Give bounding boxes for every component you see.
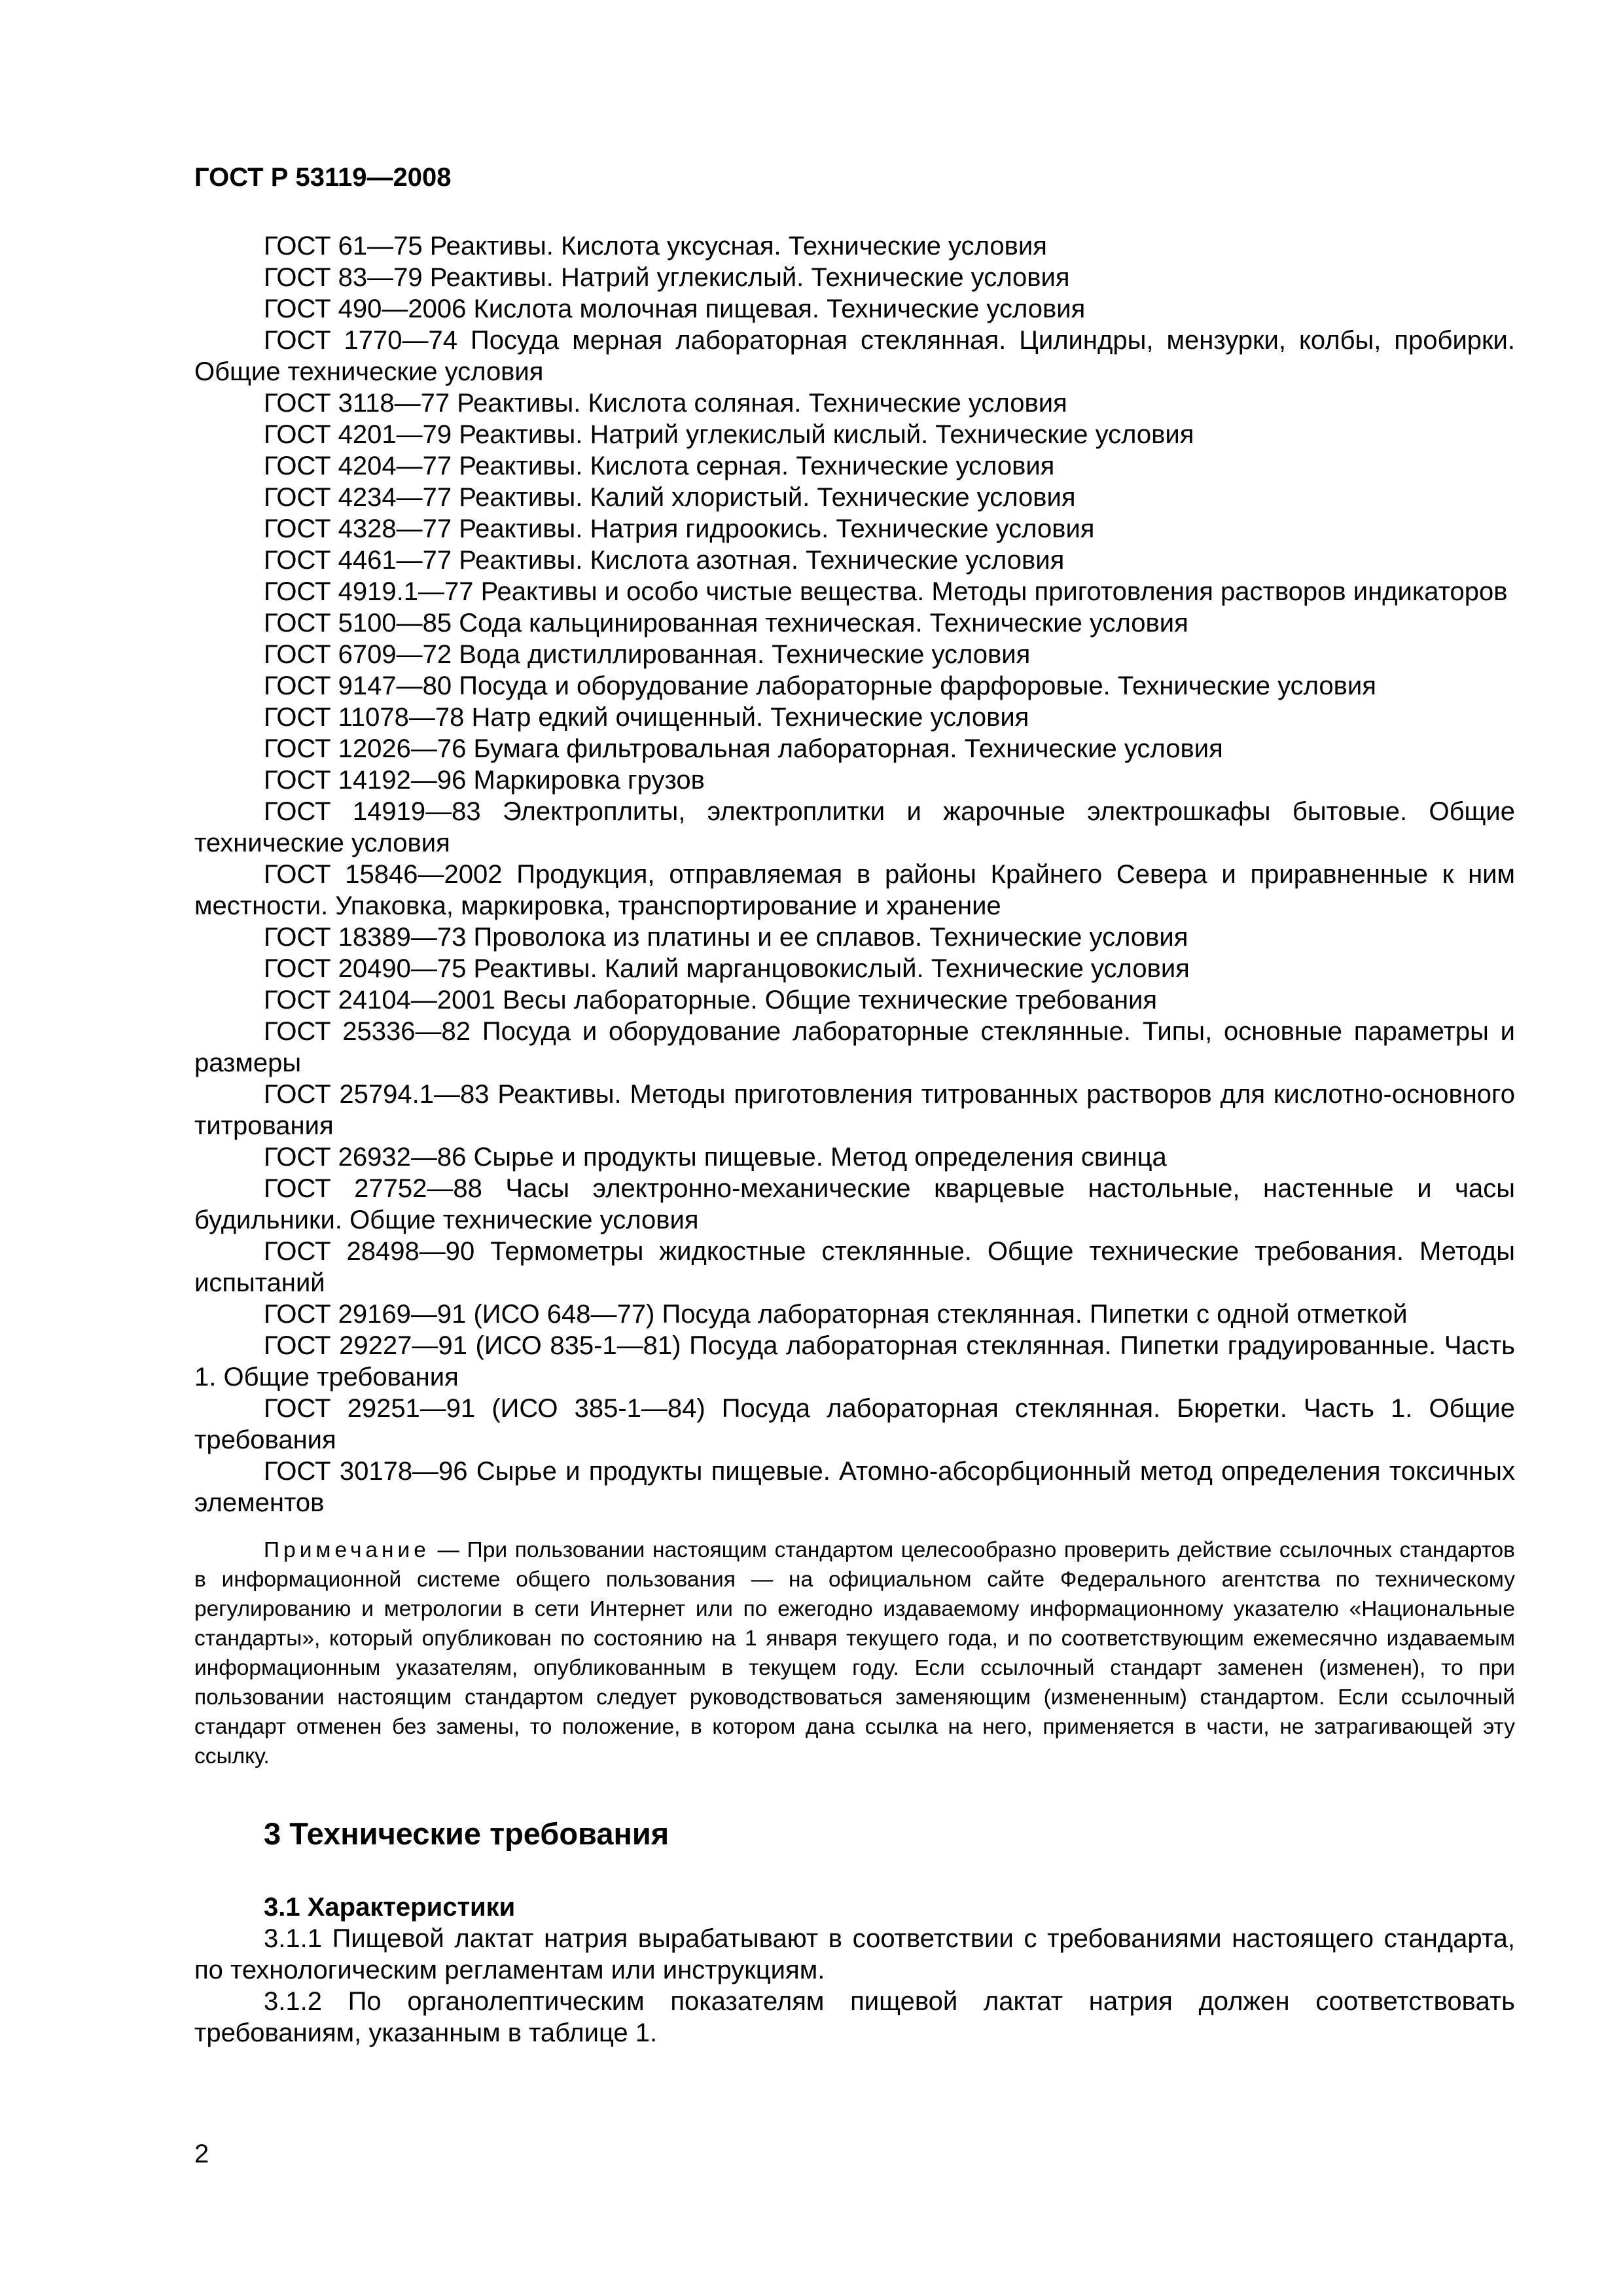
section-3-heading: 3 Технические требования bbox=[264, 1816, 669, 1851]
reference-item: ГОСТ 30178—96 Сырье и продукты пищевые. Атомно-абсорбционный метод определения токсичных элементов bbox=[194, 1457, 1515, 1517]
reference-item: ГОСТ 20490—75 Реактивы. Калий марганцовокислый. Технические условия bbox=[264, 954, 1190, 983]
reference-item: ГОСТ 4919.1—77 Реактивы и особо чистые вещества. Методы приготовления растворов индикаторов bbox=[264, 577, 1508, 606]
reference-item: ГОСТ 9147—80 Посуда и оборудование лабораторные фарфоровые. Технические условия bbox=[264, 672, 1376, 700]
reference-item: ГОСТ 26932—86 Сырье и продукты пищевые. Метод определения свинца bbox=[264, 1143, 1167, 1172]
reference-item: ГОСТ 15846—2002 Продукция, отправляемая в районы Крайнего Севера и приравненные к ним местности. Упаковка, маркировка, транспортирование и хранение bbox=[194, 860, 1515, 920]
reference-item: ГОСТ 5100—85 Сода кальцинированная техническая. Технические условия bbox=[264, 609, 1188, 637]
reference-item: ГОСТ 3118—77 Реактивы. Кислота соляная. Технические условия bbox=[264, 389, 1067, 418]
subsection-3-1-heading: 3.1 Характеристики bbox=[264, 1893, 516, 1922]
reference-item: ГОСТ 29251—91 (ИСО 385-1—84) Посуда лабораторная стеклянная. Бюретки. Часть 1. Общие требования bbox=[194, 1394, 1515, 1454]
note-text: — При пользовании настоящим стандартом целесообразно проверить действие ссылочных стандартов в информационной системе общего пользования — на официальном сайте Федерального агентства по техническому регулированию и метрологии в сети Интернет или по ежегодно издаваемому информационному указателю «Национальные стандарты», который опубликован по состоянию на 1 января текущего года, и по соответствующим ежемесячно издаваемым информационным указателям, опубликованным в текущем году. Если ссылочный стандарт заменен (изменен), то при пользовании настоящим стандартом следует руководствоваться заменяющим (измененным) стандартом. Если ссылочный стандарт отменен без замены, то положение, в котором дана ссылка на него, применяется в части, не затрагивающей эту ссылку. bbox=[194, 1538, 1515, 1768]
normative-references-list bbox=[194, 230, 1515, 1518]
reference-item: ГОСТ 24104—2001 Весы лабораторные. Общие технические требования bbox=[264, 986, 1158, 1014]
reference-item: ГОСТ 14919—83 Электроплиты, электроплитки и жарочные электрошкафы бытовые. Общие технические условия bbox=[194, 797, 1515, 857]
reference-item: ГОСТ 25794.1—83 Реактивы. Методы приготовления титрованных растворов для кислотно-основного титрования bbox=[194, 1080, 1515, 1140]
reference-item: ГОСТ 12026—76 Бумага фильтровальная лабораторная. Технические условия bbox=[264, 734, 1223, 763]
reference-item: ГОСТ 14192—96 Маркировка грузов bbox=[264, 766, 705, 795]
reference-item: ГОСТ 27752—88 Часы электронно-механические кварцевые настольные, настенные и часы будильники. Общие технические условия bbox=[194, 1174, 1515, 1234]
reference-item: ГОСТ 1770—74 Посуда мерная лабораторная стеклянная. Цилиндры, мензурки, колбы, пробирки. Общие технические условия bbox=[194, 326, 1515, 386]
note-label: Примечание bbox=[264, 1538, 430, 1562]
reference-item: ГОСТ 4201—79 Реактивы. Натрий углекислый кислый. Технические условия bbox=[264, 420, 1194, 449]
clause-3-1-2: 3.1.2 По органолептическим показателям пищевой лактат натрия должен соответствовать требованиям, указанным в таблице 1. bbox=[194, 1987, 1515, 2047]
references-note bbox=[194, 1535, 1515, 1771]
document-header: ГОСТ Р 53119—2008 bbox=[194, 163, 452, 192]
reference-item: ГОСТ 18389—73 Проволока из платины и ее сплавов. Технические условия bbox=[264, 923, 1188, 952]
reference-item: ГОСТ 25336—82 Посуда и оборудование лабораторные стеклянные. Типы, основные параметры и размеры bbox=[194, 1017, 1515, 1077]
reference-item: ГОСТ 4204—77 Реактивы. Кислота серная. Технические условия bbox=[264, 452, 1055, 480]
clause-3-1-1: 3.1.1 Пищевой лактат натрия вырабатывают в соответствии с требованиями настоящего стандарта, по технологическим регламентам или инструкциям. bbox=[194, 1924, 1515, 1984]
page-number: 2 bbox=[194, 2140, 209, 2168]
reference-item: ГОСТ 4234—77 Реактивы. Калий хлористый. Технические условия bbox=[264, 483, 1076, 512]
reference-item: ГОСТ 29227—91 (ИСО 835-1—81) Посуда лабораторная стеклянная. Пипетки градуированные. Часть 1. Общие требования bbox=[194, 1331, 1515, 1391]
reference-item: ГОСТ 28498—90 Термометры жидкостные стеклянные. Общие технические требования. Методы испытаний bbox=[194, 1237, 1515, 1297]
reference-item: ГОСТ 4328—77 Реактивы. Натрия гидроокись. Технические условия bbox=[264, 514, 1095, 543]
reference-item: ГОСТ 4461—77 Реактивы. Кислота азотная. Технические условия bbox=[264, 546, 1065, 575]
reference-item: ГОСТ 61—75 Реактивы. Кислота уксусная. Технические условия bbox=[264, 232, 1047, 260]
reference-item: ГОСТ 83—79 Реактивы. Натрий углекислый. Технические условия bbox=[264, 263, 1070, 292]
reference-item: ГОСТ 6709—72 Вода дистиллированная. Технические условия bbox=[264, 640, 1031, 669]
reference-item: ГОСТ 490—2006 Кислота молочная пищевая. Технические условия bbox=[264, 295, 1086, 323]
reference-item: ГОСТ 11078—78 Натр едкий очищенный. Технические условия bbox=[264, 703, 1029, 732]
page-body bbox=[194, 230, 1515, 2049]
reference-item: ГОСТ 29169—91 (ИСО 648—77) Посуда лабораторная стеклянная. Пипетки с одной отметкой bbox=[264, 1300, 1408, 1329]
